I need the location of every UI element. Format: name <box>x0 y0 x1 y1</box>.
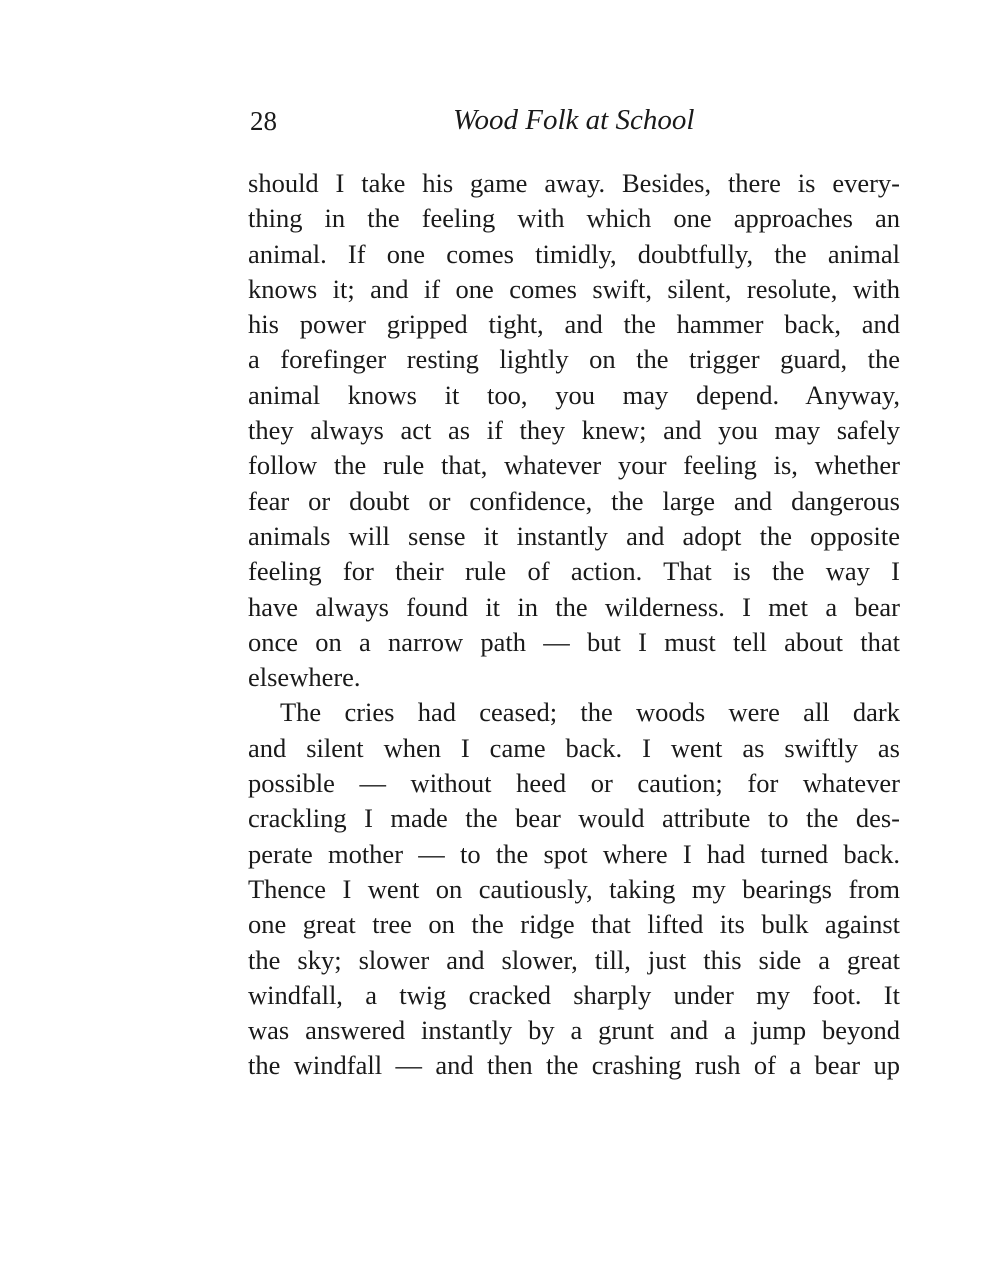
text-line: his power gripped tight, and the hammer back, and <box>248 309 900 340</box>
text-line: was answered instantly by a grunt and a jump beyond <box>248 1015 900 1046</box>
text-line: elsewhere. <box>248 662 361 693</box>
text-line: and silent when I came back. I went as swiftly as <box>248 732 900 763</box>
text-line: feeling for their rule of action. That is the way I <box>248 556 900 587</box>
text-line: fear or doubt or confidence, the large and dangerous <box>248 485 900 516</box>
text-line: perate mother — to the spot where I had turned back. <box>248 838 900 869</box>
text-line: Thence I went on cautiously, taking my bearings from <box>248 873 900 904</box>
text-line: the windfall — and then the crashing rush of a bear up <box>248 1050 900 1081</box>
text-line: animal. If one comes timidly, doubtfully, the animal <box>248 238 900 269</box>
text-line: should I take his game away. Besides, there is every- <box>248 168 900 198</box>
text-line: follow the rule that, whatever your feeling is, whether <box>248 450 900 481</box>
text-line: a forefinger resting lightly on the trigger guard, the <box>248 344 900 375</box>
text-line: animal knows it too, you may depend. Anyway, <box>248 379 900 410</box>
text-line: knows it; and if one comes swift, silent, resolute, with <box>248 273 900 304</box>
page-header <box>248 100 900 140</box>
text-line: have always found it in the wilderness. I met a bear <box>248 591 900 622</box>
text-line: they always act as if they knew; and you may safely <box>248 415 900 446</box>
page-number: 28 <box>250 106 277 136</box>
paragraph-first-line: The cries had ceased; the woods were all dark <box>280 697 900 728</box>
text-line: the sky; slower and slower, till, just this side a great <box>248 944 900 975</box>
text-line: possible — without heed or caution; for whatever <box>248 768 900 799</box>
text-line: windfall, a twig cracked sharply under my foot. It <box>248 979 900 1010</box>
text-line: crackling I made the bear would attribute to the des- <box>248 803 900 834</box>
text-line: thing in the feeling with which one approaches an <box>248 203 900 234</box>
text-line: animals will sense it instantly and adopt the opposite <box>248 520 900 551</box>
body-text <box>248 166 900 1084</box>
running-title: Wood Folk at School <box>453 104 695 136</box>
text-line: one great tree on the ridge that lifted its bulk against <box>248 909 900 940</box>
text-line: once on a narrow path — but I must tell about that <box>248 626 900 657</box>
